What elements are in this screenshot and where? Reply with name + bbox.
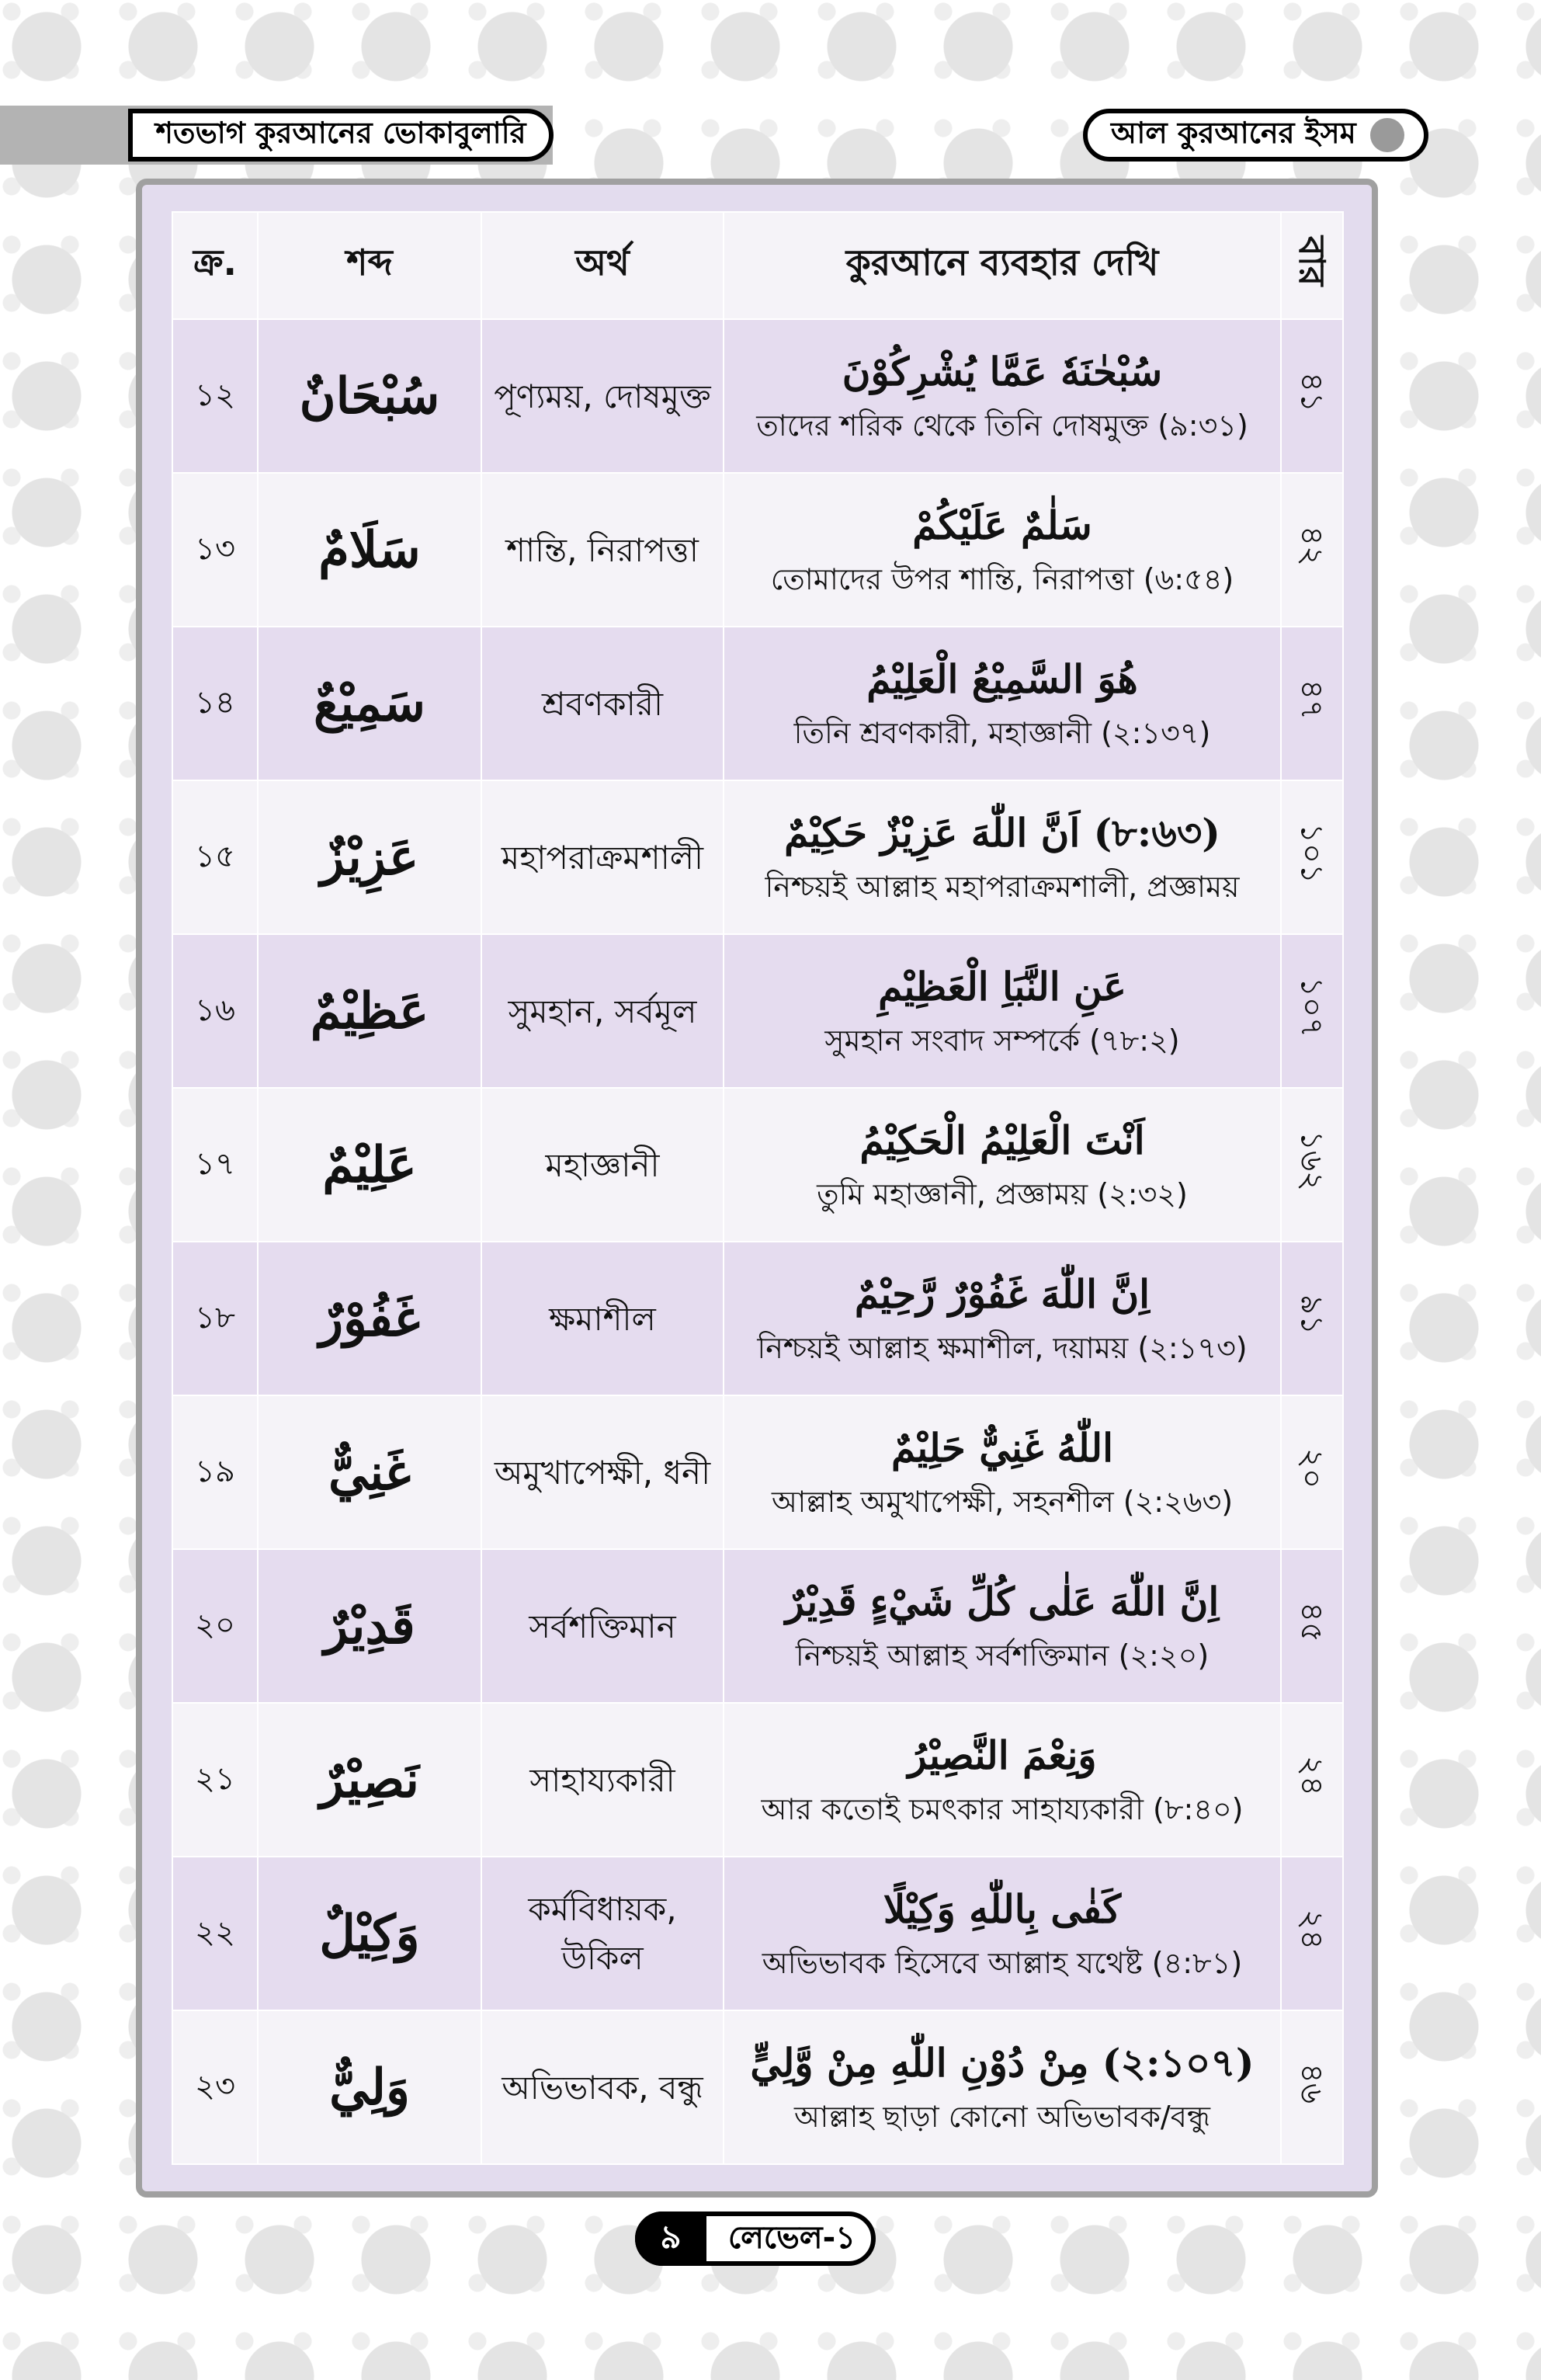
- verse-translation: তিনি শ্রবণকারী, মহাজ্ঞানী (২:১৩৭): [793, 716, 1211, 751]
- quran-verse: سَلٰمٌ عَلَيْكُمْ: [912, 502, 1092, 549]
- meaning: কর্মবিধায়ক, উকিল: [481, 1857, 724, 2010]
- verse-translation: আল্লাহ ছাড়া কোনো অভিভাবক/বন্ধু: [794, 2100, 1210, 2135]
- table-row: [172, 627, 1343, 780]
- book-title: শতভাগ কুরআনের ভোকাবুলারি: [128, 109, 554, 162]
- quran-verse: (২:১০৭) مِنْ دُوْنِ اللّٰهِ مِنْ وَّلِيٍّ: [750, 2040, 1255, 2086]
- meaning: সর্বশক্তিমান: [481, 1549, 724, 1703]
- usage-cell: [724, 1242, 1281, 1395]
- arabic-word: نَصِيْرٌ: [258, 1703, 481, 1857]
- occurrence-count: ১৬২: [1281, 1088, 1343, 1242]
- arabic-word: عَلِيْمٌ: [258, 1088, 481, 1242]
- table-header-row: [172, 212, 1343, 319]
- verse-translation: আর কতোই চমৎকার সাহায্যকারী (৮:৪০): [761, 1792, 1244, 1827]
- row-serial: ১৪: [172, 627, 258, 780]
- usage-cell: [724, 1088, 1281, 1242]
- occurrence-count: ৪৭: [1281, 627, 1343, 780]
- quran-verse: وَنِعْمَ النَّصِيْرُ: [908, 1732, 1097, 1779]
- verse-translation: তুমি মহাজ্ঞানী, প্রজ্ঞাময় (২:৩২): [817, 1177, 1188, 1212]
- table-row: [172, 473, 1343, 627]
- usage-cell: [724, 319, 1281, 473]
- occurrence-count: ১০৭: [1281, 934, 1343, 1088]
- quran-verse: اِنَّ اللّٰهَ عَلٰى كُلِّ شَيْءٍ قَدِيْرٌ: [785, 1579, 1220, 1625]
- usage-cell: [724, 1703, 1281, 1857]
- quran-verse: عَنِ النَّبَاِ الْعَظِيْمِ: [878, 964, 1126, 1010]
- verse-translation: অভিভাবক হিসেবে আল্লাহ যথেষ্ট (৪:৮১): [762, 1946, 1243, 1981]
- row-serial: ১৩: [172, 473, 258, 627]
- meaning: মহাজ্ঞানী: [481, 1088, 724, 1242]
- quran-verse: كَفٰى بِاللّٰهِ وَكِيْلًا: [883, 1886, 1122, 1933]
- table-row: [172, 1242, 1343, 1395]
- table-row: [172, 934, 1343, 1088]
- meaning: শ্রবণকারী: [481, 627, 724, 780]
- table-row: [172, 780, 1343, 934]
- quran-verse: هُوَ السَّمِيْعُ الْعَلِيْمُ: [866, 656, 1138, 703]
- occurrence-count: ২০: [1281, 1395, 1343, 1549]
- verse-translation: নিশ্চয়ই আল্লাহ ক্ষমাশীল, দয়াময় (২:১৭৩): [757, 1331, 1248, 1366]
- usage-cell: [724, 2010, 1281, 2164]
- occurrence-count: ৪৬: [1281, 2010, 1343, 2164]
- row-serial: ১৭: [172, 1088, 258, 1242]
- arabic-word: وَلِيٌّ: [258, 2010, 481, 2164]
- vocabulary-table: [172, 211, 1344, 2165]
- row-serial: ১৮: [172, 1242, 258, 1395]
- usage-cell: [724, 1395, 1281, 1549]
- meaning: পূণ্যময়, দোষমুক্ত: [481, 319, 724, 473]
- table-row: [172, 1088, 1343, 1242]
- quran-verse: اَنْتَ الْعَلِيْمُ الْحَكِيْمُ: [859, 1117, 1145, 1164]
- chapter-title: আল কুরআনের ইসম: [1083, 109, 1428, 162]
- quran-verse: (৮:৬৩) اَنَّ اللّٰهَ عَزِيْزٌ حَكِيْمٌ: [784, 810, 1220, 856]
- verse-translation: তোমাদের উপর শান্তি, নিরাপত্তা (৬:৫৪): [770, 562, 1234, 597]
- usage-cell: [724, 780, 1281, 934]
- meaning: ক্ষমাশীল: [481, 1242, 724, 1395]
- verse-translation: নিশ্চয়ই আল্লাহ সর্বশক্তিমান (২:২০): [795, 1638, 1210, 1673]
- occurrence-count: ৪২: [1281, 473, 1343, 627]
- row-serial: ২১: [172, 1703, 258, 1857]
- meaning: সুমহান, সর্বমূল: [481, 934, 724, 1088]
- arabic-word: سَلَامٌ: [258, 473, 481, 627]
- usage-cell: [724, 473, 1281, 627]
- usage-cell: [724, 934, 1281, 1088]
- row-serial: ২৩: [172, 2010, 258, 2164]
- column-header-meaning: অর্থ: [481, 212, 724, 319]
- arabic-word: سُبْحَانٌ: [258, 319, 481, 473]
- verse-translation: তাদের শরিক থেকে তিনি দোষমুক্ত (৯:৩১): [756, 408, 1248, 443]
- meaning: অমুখাপেক্ষী, ধনী: [481, 1395, 724, 1549]
- usage-cell: [724, 1857, 1281, 2010]
- row-serial: ১২: [172, 319, 258, 473]
- meaning: অভিভাবক, বন্ধু: [481, 2010, 724, 2164]
- occurrence-count: ২৪: [1281, 1857, 1343, 2010]
- row-serial: ১৬: [172, 934, 258, 1088]
- occurrence-count: ৯১: [1281, 1242, 1343, 1395]
- arabic-word: غَفُوْرٌ: [258, 1242, 481, 1395]
- arabic-word: عَزِيْزٌ: [258, 780, 481, 934]
- arabic-word: قَدِيْرٌ: [258, 1549, 481, 1703]
- table-row: [172, 319, 1343, 473]
- column-header-serial: ক্র.: [172, 212, 258, 319]
- occurrence-count: ২৪: [1281, 1703, 1343, 1857]
- table-row: [172, 1395, 1343, 1549]
- arabic-word: غَنِيٌّ: [258, 1395, 481, 1549]
- quran-verse: اِنَّ اللّٰهَ غَفُوْرٌ رَّحِيْمٌ: [854, 1271, 1151, 1318]
- usage-cell: [724, 1549, 1281, 1703]
- occurrence-count: ৪৫: [1281, 1549, 1343, 1703]
- quran-verse: سُبْحٰنَهٗ عَمَّا يُشْرِكُوْنَ: [842, 349, 1163, 395]
- row-serial: ১৯: [172, 1395, 258, 1549]
- level-label: লেভেল-১: [727, 2219, 856, 2256]
- column-header-usage: কুরআনে ব্যবহার দেখি: [724, 212, 1281, 319]
- occurrence-count: ১০১: [1281, 780, 1343, 934]
- column-header-word: শব্দ: [258, 212, 481, 319]
- verse-translation: আল্লাহ অমুখাপেক্ষী, সহনশীল (২:২৬৩): [771, 1485, 1234, 1520]
- row-serial: ১৫: [172, 780, 258, 934]
- arabic-word: سَمِيْعٌ: [258, 627, 481, 780]
- page-number: ৯: [635, 2211, 706, 2266]
- table-row: [172, 1703, 1343, 1857]
- quran-verse: اللّٰهُ غَنِيٌّ حَلِيْمٌ: [890, 1425, 1114, 1471]
- arabic-word: وَكِيْلٌ: [258, 1857, 481, 2010]
- meaning: সাহায্যকারী: [481, 1703, 724, 1857]
- row-serial: ২২: [172, 1857, 258, 2010]
- meaning: শান্তি, নিরাপত্তা: [481, 473, 724, 627]
- usage-cell: [724, 627, 1281, 780]
- row-serial: ২০: [172, 1549, 258, 1703]
- column-header-count: বার: [1281, 212, 1343, 319]
- arabic-word: عَظِيْمٌ: [258, 934, 481, 1088]
- occurrence-count: ৪১: [1281, 319, 1343, 473]
- table-row: [172, 1857, 1343, 2010]
- meaning: মহাপরাক্রমশালী: [481, 780, 724, 934]
- verse-translation: নিশ্চয়ই আল্লাহ মহাপরাক্রমশালী, প্রজ্ঞাময়: [765, 870, 1240, 905]
- table-row: [172, 1549, 1343, 1703]
- chapter-marker-dot: [1370, 118, 1404, 152]
- verse-translation: সুমহান সংবাদ সম্পর্কে (৭৮:২): [824, 1023, 1180, 1058]
- table-row: [172, 2010, 1343, 2164]
